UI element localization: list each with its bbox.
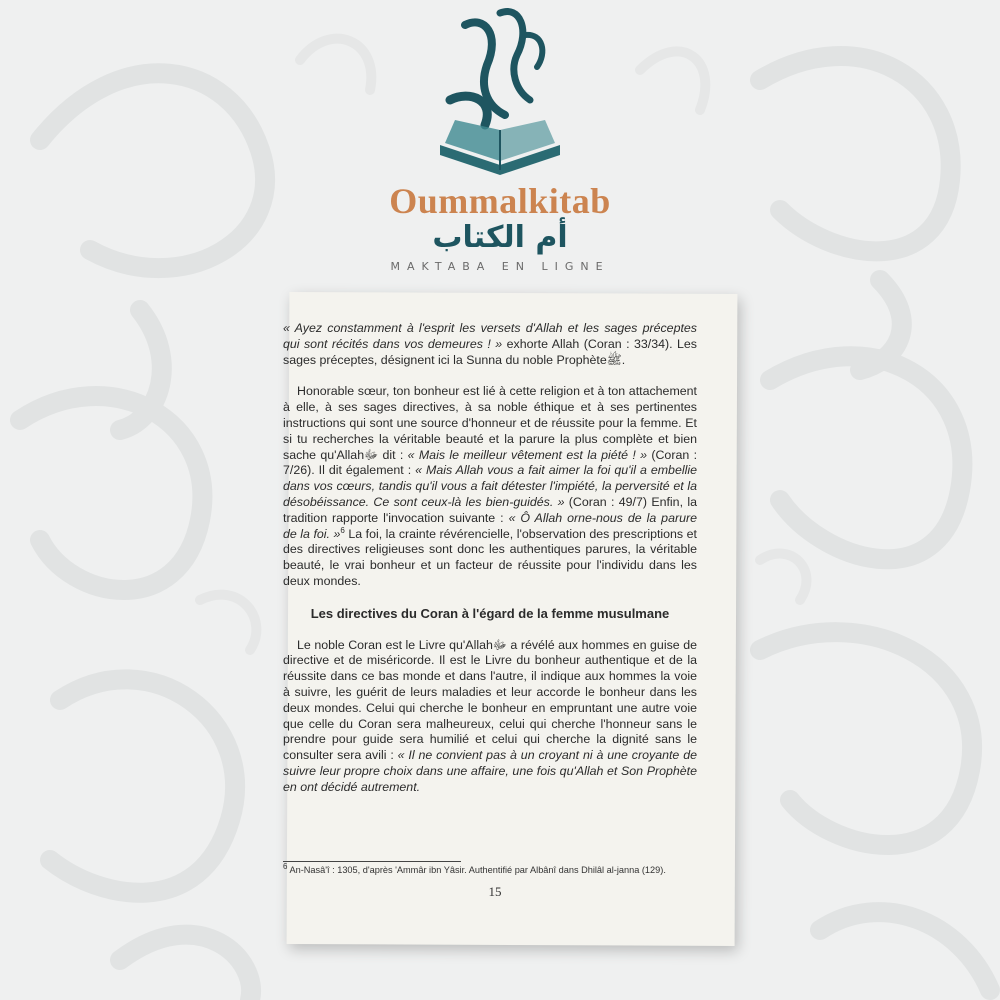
oummalkitab-logo[interactable] [350,5,650,280]
para2-quote: « Il ne convient pas à un croyant ni à une croyante de suivre leur propre choix dans une affaire, une fois qu'Allah et Son Prophète en ont décidé autrement. [283,748,697,794]
brand-name: Oummalkitab [389,181,611,221]
page-text [283,321,697,796]
body-paragraph-2 [283,638,697,796]
footnote-reference[interactable]: 6 [340,525,345,535]
para1-text-b: dit : [378,447,408,462]
para2-text-a: Le noble Coran est le Livre qu'Allah [297,637,493,652]
footnote-text: An-Nasâ'î : 1305, d'après 'Ammâr ibn Yâsir. Authentifié par Albânî dans Dhilâl al-janna (129). [287,865,666,875]
calligraphy-book-emblem-icon [425,5,575,180]
para1-text-c: (Coran : 7/26). Il dit également : [283,447,698,478]
footnote-number: 6 [283,861,288,871]
para1-quote-1: « Mais le meilleur vêtement est la piété ! » [407,447,648,462]
para1-quote-2: « Mais Allah vous a fait aimer la foi qu'il a embellie dans vos cœurs, tandis qu'il vous a fait détester l'impiété, la perversité et la désobéissance. Ce sont ceux-là les bien-guidés. » [283,463,697,509]
para1-text-d: (Coran : 49/7) Enfin, la tradition rapporte l'invocation suivante : [283,494,697,525]
para1-quote-3: « Ô Allah orne-nous de la parure de la foi. » [283,510,697,541]
intro-paragraph [283,321,697,368]
footnote [283,861,703,875]
honorific-symbol: ﷻ [492,637,507,652]
para1-text-e: La foi, la crainte révérencielle, l'observation des prescriptions et des directives religieuses sont donc les authentiques parures, la véritable beauté, le vrai bonheur et un facteur de réussite pour l'individu dans les deux mondes. [283,526,697,588]
para2-text-b: a révélé aux hommes en guise de directive et de miséricorde. Il est le Livre du bonheur authentique et de la réussite dans ce bas monde et dans l'autre, il indique aux hommes la voie à suivre, les guérit de leurs maladies et leur accorde le bonheur dans les deux mondes. Celui qui cherche le bonheur en empruntant une autre voie que celle du Coran sera malheureux, celui qui cherche l'honneur sans le prendre pour guide sera humilié et celui qui cherche la dignité sans le consulter sera avili : [283,637,697,763]
honorific-symbol: ﷺ [606,352,622,367]
intro-end: . [621,352,626,367]
para1-text-a: Honorable sœur, ton bonheur est lié à cette religion et à ton attachement à elle, à ses sages directives, à sa noble éthique et à ses pertinentes instructions qui sont une source d'honneur et de réussite pour la femme. Et si tu recherches la véritable beauté et la parure la plus complète et bien sache qu'Allah [283,384,697,462]
brand-arabic-name: أم الكتاب [432,220,568,255]
brand-tagline: MAKTABA EN LIGNE [390,260,610,273]
footnote-divider [283,861,461,862]
honorific-symbol: ﷻ [364,447,379,462]
intro-quote: « Ayez constamment à l'esprit les versets d'Allah et les sages préceptes qui sont récités dans vos demeures ! » [283,321,697,351]
page-number: 15 [488,884,502,899]
body-paragraph-1 [283,384,697,589]
section-heading: Les directives du Coran à l'égard de la femme musulmane [310,605,670,621]
intro-text: exhorte Allah (Coran : 33/34). Les sages préceptes, désignent ici la Sunna du noble Prophète [283,336,697,367]
